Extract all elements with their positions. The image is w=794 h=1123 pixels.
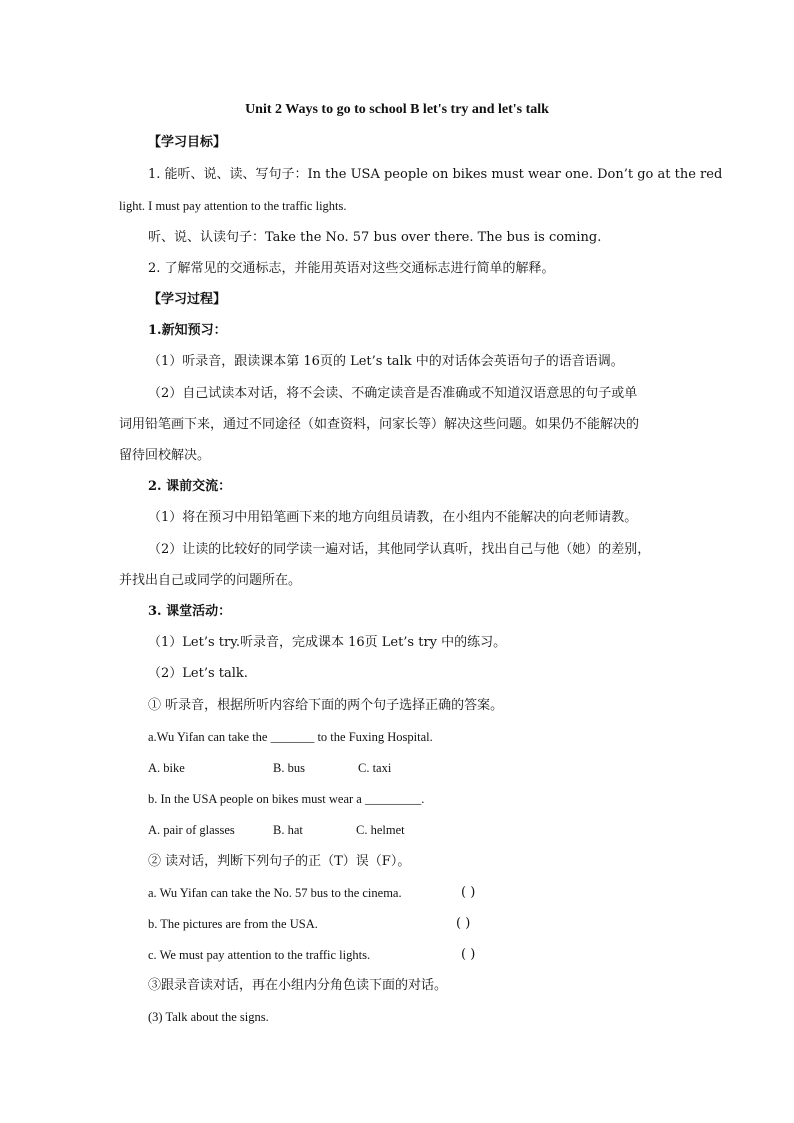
goals-header: 【学习目标】 (148, 135, 227, 150)
question-b-option-b: B. hat (273, 823, 303, 837)
task2-instruction: ② 读对话，判断下列句子的正（T）误（F）。 (148, 854, 411, 869)
question-a-option-a: A. bike (148, 761, 185, 775)
tf-item-b: b. The pictures are from the USA. (148, 917, 318, 931)
goal1-line3: 听、说、认读句子：Take the No. 57 bus over there. The bus is coming. (148, 230, 602, 245)
step2-item2-line1: （2）让读的比较好的同学读一遍对话，其他同学认真听，找出自己与他（她）的差别， (148, 542, 651, 557)
step1-header: 1.新知预习： (148, 323, 227, 338)
step3-header: 3. 课堂活动： (148, 604, 232, 619)
step3-item3: (3) Talk about the signs. (148, 1010, 269, 1024)
tf-item-a: a. Wu Yifan can take the No. 57 bus to the cinema. (148, 886, 402, 900)
tf-item-b-blank: ( ) (456, 916, 471, 931)
step1-item2-line1: （2）自己试读本对话，将不会读、不确定读音是否准确或不知道汉语意思的句子或单 (148, 386, 638, 401)
step1-item2-line3: 留待回校解决。 (119, 448, 211, 463)
step1-item2-line2: 词用铅笔画下来，通过不同途径（如查资料，问家长等）解决这些问题。如果仍不能解决的 (119, 417, 640, 432)
task1-instruction: ① 听录音，根据所听内容给下面的两个句子选择正确的答案。 (148, 698, 504, 713)
step3-item2: （2）Let’s talk. (148, 666, 248, 681)
question-b: b. In the USA people on bikes must wear a _________. (148, 792, 425, 806)
tf-item-c-blank: ( ) (461, 947, 476, 962)
tf-item-a-blank: ( ) (461, 885, 476, 900)
question-b-option-a: A. pair of glasses (148, 823, 235, 837)
step1-item1: （1）听录音，跟读课本第 16页的 Let’s talk 中的对话体会英语句子的语音语调。 (148, 354, 624, 369)
step2-header: 2. 课前交流： (148, 479, 232, 494)
step2-item2-line2: 并找出自己或同学的问题所在。 (119, 573, 302, 588)
goal1-line2: light. I must pay attention to the traffic lights. (119, 199, 347, 213)
process-header: 【学习过程】 (148, 292, 227, 307)
tf-item-c: c. We must pay attention to the traffic lights. (148, 948, 371, 962)
question-a-option-b: B. bus (273, 761, 305, 775)
goal1-line1: 1. 能听、说、读、写句子：In the USA people on bikes must wear one. Don’t go at the red (148, 167, 723, 182)
question-a-option-c: C. taxi (358, 761, 392, 775)
document-title: Unit 2 Ways to go to school B let's try and let's talk (245, 102, 549, 117)
step3-item1: （1）Let’s try.听录音，完成课本 16页 Let’s try 中的练习。 (148, 635, 507, 650)
question-b-option-c: C. helmet (356, 823, 405, 837)
step2-item1: （1）将在预习中用铅笔画下来的地方向组员请教，在小组内不能解决的向老师请教。 (148, 510, 638, 525)
goal2: 2. 了解常见的交通标志，并能用英语对这些交通标志进行简单的解释。 (148, 261, 555, 276)
task3-instruction: ③跟录音读对话，再在小组内分角色读下面的对话。 (148, 978, 448, 993)
question-a: a.Wu Yifan can take the _______ to the Fuxing Hospital. (148, 730, 433, 744)
